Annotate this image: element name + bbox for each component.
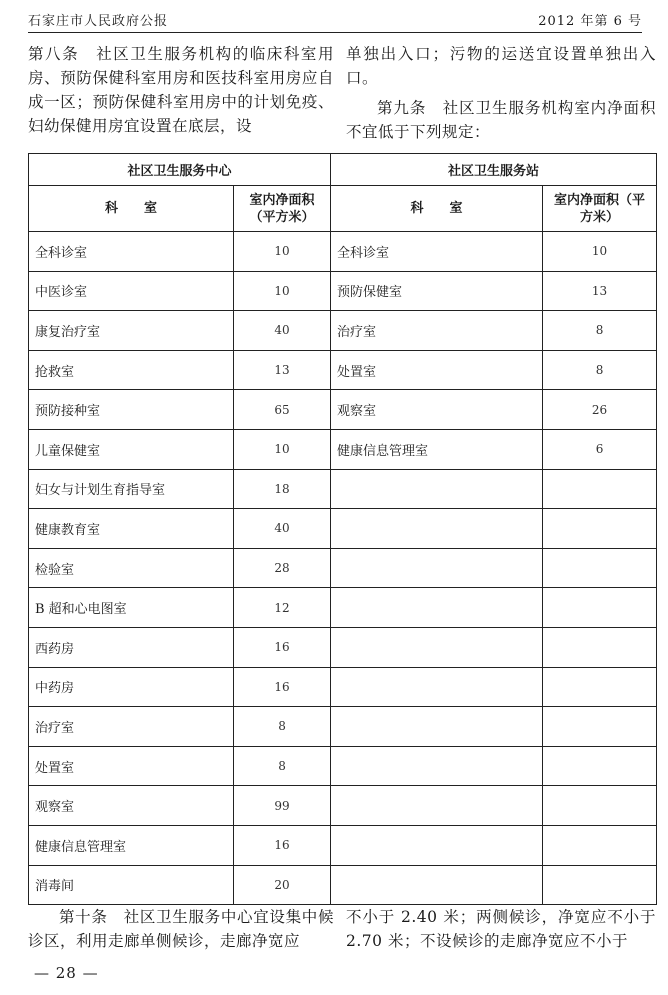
center-room-cell: 消毒间 xyxy=(29,865,234,905)
station-room-cell xyxy=(331,509,543,549)
center-area-cell: 99 xyxy=(234,786,331,826)
table-row xyxy=(29,786,657,826)
station-room-cell xyxy=(331,627,543,667)
table-row xyxy=(29,548,657,588)
center-room-cell: 处置室 xyxy=(29,746,234,786)
article-8-text: 第八条 社区卫生服务机构的临床科室用房、预防保健科室用房和医技科室用房应自成一区；预防保健科室用房中的计划免疫、妇幼保健用房宜设置在底层，设 xyxy=(28,45,334,135)
station-room-cell xyxy=(331,548,543,588)
center-room-cell: 妇女与计划生育指导室 xyxy=(29,469,234,509)
station-area-cell xyxy=(543,627,657,667)
center-room-cell: 全科诊室 xyxy=(29,232,234,272)
station-room-cell xyxy=(331,786,543,826)
table-row xyxy=(29,390,657,430)
center-area-cell: 40 xyxy=(234,311,331,351)
station-area-cell: 26 xyxy=(543,390,657,430)
center-room-cell: 抢救室 xyxy=(29,350,234,390)
center-area-cell: 8 xyxy=(234,707,331,747)
center-room-cell: 治疗室 xyxy=(29,707,234,747)
room-rows xyxy=(29,232,657,905)
table-row xyxy=(29,509,657,549)
center-room-cell: 中药房 xyxy=(29,667,234,707)
station-room-cell xyxy=(331,825,543,865)
station-room-cell: 全科诊室 xyxy=(331,232,543,272)
center-room-cell: 预防接种室 xyxy=(29,390,234,430)
center-area-cell: 8 xyxy=(234,746,331,786)
page-number: — 28 — xyxy=(34,964,99,982)
publication-title: 石家庄市人民政府公报 xyxy=(28,14,169,29)
article-10-text: 第十条 社区卫生服务中心宜设集中候诊区，利用走廊单侧候诊，走廊净宽应 xyxy=(28,908,334,950)
station-area-cell: 8 xyxy=(543,350,657,390)
station-area-cell: 8 xyxy=(543,311,657,351)
station-area-cell xyxy=(543,746,657,786)
station-room-cell: 健康信息管理室 xyxy=(331,429,543,469)
station-room-cell xyxy=(331,667,543,707)
center-area-cell: 16 xyxy=(234,667,331,707)
center-room-header: 科 室 xyxy=(29,186,234,232)
station-area-cell: 6 xyxy=(543,429,657,469)
station-area-cell: 10 xyxy=(543,232,657,272)
table-row xyxy=(29,588,657,628)
center-area-cell: 65 xyxy=(234,390,331,430)
station-area-cell xyxy=(543,667,657,707)
station-title: 社区卫生服务站 xyxy=(331,154,657,186)
center-room-cell: 西药房 xyxy=(29,627,234,667)
table-row xyxy=(29,707,657,747)
center-area-cell: 10 xyxy=(234,429,331,469)
station-area-cell xyxy=(543,865,657,905)
station-room-cell xyxy=(331,746,543,786)
station-room-header: 科 室 xyxy=(331,186,543,232)
center-room-cell: 儿童保健室 xyxy=(29,429,234,469)
issue-number: 2012 年第 6 号 xyxy=(538,14,642,29)
center-area-cell: 28 xyxy=(234,548,331,588)
station-room-cell: 预防保健室 xyxy=(331,271,543,311)
article-8-continued: 单独出入口；污物的运送宜设置单独出入口。 xyxy=(346,45,656,87)
center-room-cell: 健康教育室 xyxy=(29,509,234,549)
station-room-cell xyxy=(331,707,543,747)
center-area-cell: 10 xyxy=(234,271,331,311)
center-room-cell: B 超和心电图室 xyxy=(29,588,234,628)
page-header xyxy=(28,6,642,28)
center-title: 社区卫生服务中心 xyxy=(29,154,331,186)
station-room-cell: 观察室 xyxy=(331,390,543,430)
station-room-cell xyxy=(331,865,543,905)
center-room-cell: 中医诊室 xyxy=(29,271,234,311)
station-area-cell xyxy=(543,707,657,747)
center-room-cell: 康复治疗室 xyxy=(29,311,234,351)
station-room-cell xyxy=(331,469,543,509)
station-room-cell: 处置室 xyxy=(331,350,543,390)
room-area-table xyxy=(28,153,657,905)
table-row xyxy=(29,865,657,905)
center-area-cell: 20 xyxy=(234,865,331,905)
center-room-cell: 检验室 xyxy=(29,548,234,588)
station-area-cell xyxy=(543,588,657,628)
table-row xyxy=(29,271,657,311)
center-area-cell: 16 xyxy=(234,825,331,865)
center-area-cell: 12 xyxy=(234,588,331,628)
table-row xyxy=(29,350,657,390)
center-area-cell: 40 xyxy=(234,509,331,549)
station-area-cell xyxy=(543,786,657,826)
center-room-cell: 观察室 xyxy=(29,786,234,826)
center-area-cell: 10 xyxy=(234,232,331,272)
center-area-cell: 16 xyxy=(234,627,331,667)
station-room-cell: 治疗室 xyxy=(331,311,543,351)
table-row xyxy=(29,429,657,469)
station-area-header: 室内净面积（平方米） xyxy=(543,186,657,232)
table-row xyxy=(29,469,657,509)
station-area-cell xyxy=(543,825,657,865)
table-row xyxy=(29,232,657,272)
article-10-continued: 不小于 2.40 米；两侧候诊，净宽应不小于 2.70 米；不设候诊的走廊净宽应不小于 xyxy=(346,908,656,950)
center-room-cell: 健康信息管理室 xyxy=(29,825,234,865)
table-row xyxy=(29,667,657,707)
station-area-cell xyxy=(543,548,657,588)
center-area-cell: 13 xyxy=(234,350,331,390)
station-area-cell xyxy=(543,469,657,509)
table-row xyxy=(29,627,657,667)
station-area-cell: 13 xyxy=(543,271,657,311)
header-rule xyxy=(28,32,642,33)
table-row xyxy=(29,746,657,786)
center-area-cell: 18 xyxy=(234,469,331,509)
table-row xyxy=(29,825,657,865)
station-room-cell xyxy=(331,588,543,628)
table-row xyxy=(29,311,657,351)
station-area-cell xyxy=(543,509,657,549)
center-area-header: 室内净面积（平方米） xyxy=(234,186,331,232)
article-9-text: 第九条 社区卫生服务机构室内净面积不宜低于下列规定： xyxy=(346,99,656,141)
